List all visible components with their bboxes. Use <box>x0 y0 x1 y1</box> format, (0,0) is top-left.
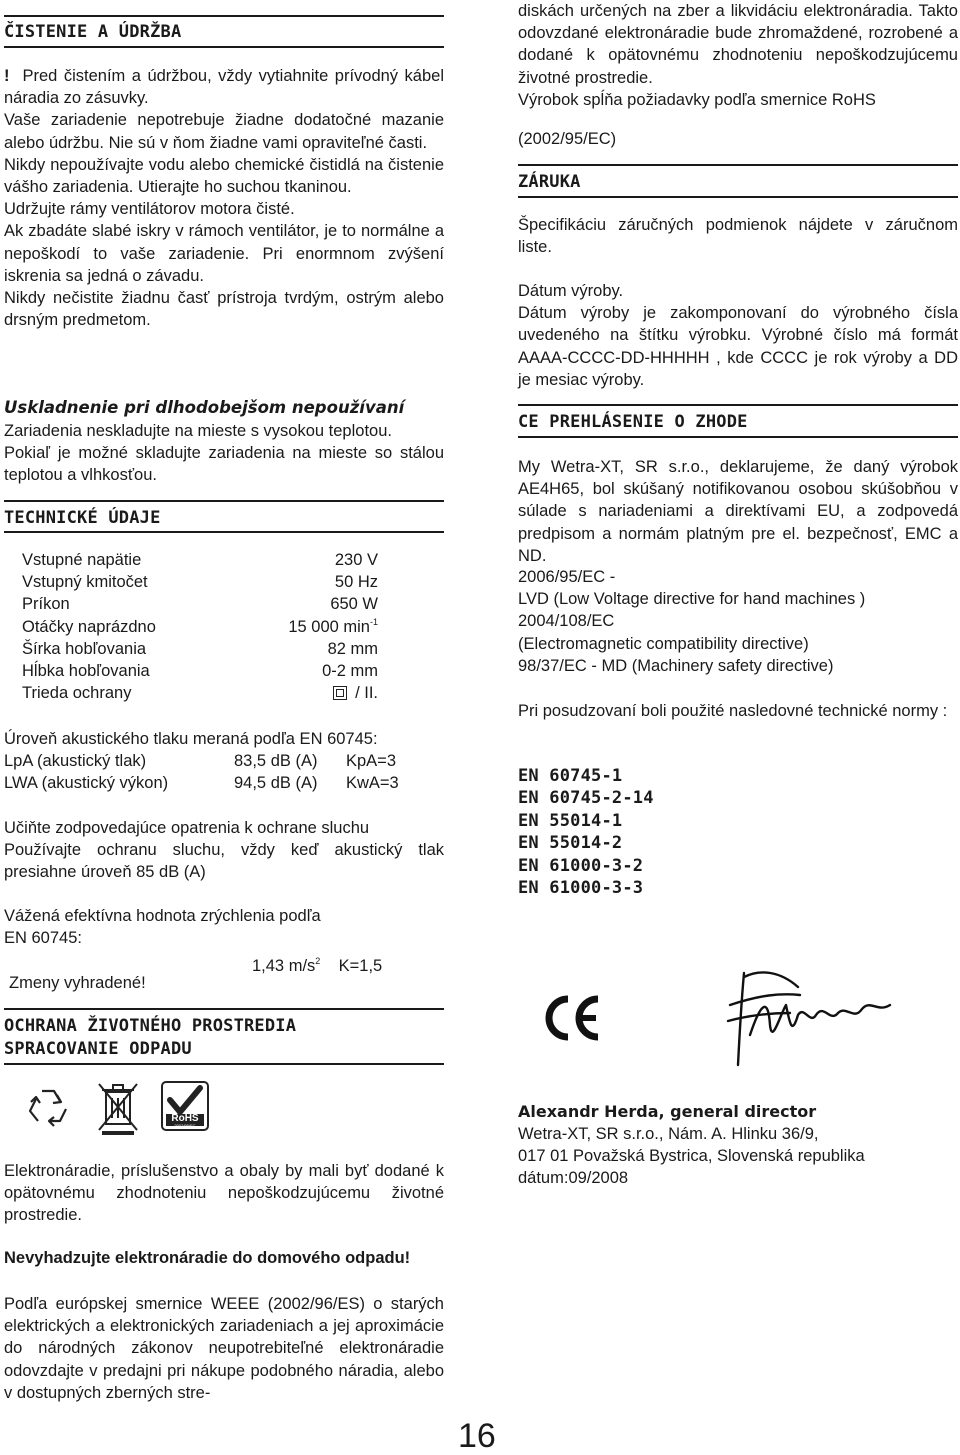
spec-row <box>22 660 378 682</box>
noise-value: 94,5 dB (A) <box>234 774 318 793</box>
ce-declaration: My Wetra-XT, SR s.r.o., deklarujeme, že daný výrobok AE4H65, bol skúšaný notifikovanou osobou skúšobňou v súlade s nariadeniami a direktívami EU, a zodpovedá predpisom a normám platným pre el. bezpečnosť, EMC a ND. <box>518 458 958 565</box>
norm-item: EN 55014-1 <box>518 810 623 831</box>
signer-name: Alexandr Herda, general director <box>518 1102 817 1121</box>
ce-norms-intro: Pri posudzovaní boli použité nasledovné technické normy : <box>518 702 948 720</box>
cleaning-p1: Vaše zariadenie nepotrebuje žiadne dodatočné mazanie alebo údržbu. Nie sú v ňom žiadne vami opraviteľné časti. <box>4 111 444 152</box>
warning-mark: ! <box>4 67 10 85</box>
recycle-icon <box>24 1085 72 1131</box>
vibration-text <box>4 905 444 949</box>
spec-row <box>22 683 378 705</box>
warranty-p1: Špecifikáciu záručných podmienok nájdete v záručnom liste. <box>518 216 958 257</box>
directive-line: 98/37/EC - MD (Machinery safety directive) <box>518 656 834 675</box>
spec-row <box>22 594 378 616</box>
rohs-label: RoHS <box>171 1113 199 1124</box>
directive-line: (Electromagnetic compatibility directive) <box>518 634 809 653</box>
changes-note: Zmeny vyhradené! <box>9 974 146 992</box>
norm-item: EN 60745-2-14 <box>518 788 654 809</box>
vibration-value <box>252 950 382 977</box>
ce-directives <box>518 566 958 677</box>
cleaning-p5: Nikdy nečistite žiadnu časť prístroja tvrdým, ostrým alebo drsným predmetom. <box>4 289 444 330</box>
hearing-p2: Používajte ochranu sluchu, vždy keď akustický tlak presiahne úroveň 85 dB (A) <box>4 841 444 882</box>
rohs-line-2: (2002/95/EC) <box>518 130 617 148</box>
tech-title-rule <box>4 531 444 533</box>
env-bold-warning: Nevyhadzujte elektronáradie do domového odpadu! <box>4 1249 411 1267</box>
storage-text <box>4 420 444 487</box>
env-top-rule <box>4 1008 444 1010</box>
warranty-title: ZÁRUKA <box>518 172 581 192</box>
signature-image <box>720 965 900 1075</box>
norm-item: EN 61000-3-3 <box>518 878 644 899</box>
top-rule-left <box>4 15 444 17</box>
spec-label: Príkon <box>22 595 70 614</box>
spec-value: 82 mm <box>327 639 378 658</box>
cleaning-title-rule <box>4 46 444 48</box>
vibration-p1: Vážená efektívna hodnota zrýchlenia podľa <box>4 907 321 925</box>
spec-row <box>22 571 378 593</box>
address-line-1: Wetra-XT, SR s.r.o., Nám. A. Hlinku 36/9, <box>518 1125 819 1143</box>
crossed-bin-icon <box>96 1080 140 1136</box>
directive-line: LVD (Low Voltage directive for hand machines ) <box>518 590 866 609</box>
spec-value: 0-2 mm <box>322 662 378 681</box>
spec-label: Otáčky naprázdno <box>22 617 156 636</box>
storage-p2: Pokiaľ je možné skladujte zariadenia na mieste so stálou teplotou a vlhkosťou. <box>4 444 444 485</box>
env-title-1: OCHRANA ŽIVOTNÉHO PROSTREDIA <box>4 1016 297 1036</box>
ce-top-rule <box>518 404 958 406</box>
warning-paragraph <box>4 65 444 109</box>
page-number: 16 <box>458 1417 496 1455</box>
warranty-p3: Dátum výroby je zakomponovaní do výrobného čísla uvedeného na štítku výrobku. Výrobné číslo má formát AAAA-CCCC-DD-HHHHH , kde CCCC je rok výroby a DD je mesiac výroby. <box>518 304 958 389</box>
spec-label: Šírka hobľovania <box>22 639 147 658</box>
rohs-line-1: Výrobok spĺňa požiadavky podľa smernice RoHS <box>518 91 876 109</box>
vibration-k: K=1,5 <box>338 957 383 975</box>
storage-p1: Zariadenia neskladujte na mieste s vysokou teplotou. <box>4 422 392 440</box>
spec-value: 50 Hz <box>334 572 378 591</box>
ce-title: CE PREHLÁSENIE O ZHODE <box>518 412 748 432</box>
ce-title-rule <box>518 436 958 438</box>
hearing-p1: Učiňte zodpovedajúce opatrenia k ochrane sluchu <box>4 819 370 837</box>
spec-label: Hĺbka hobľovania <box>22 662 150 681</box>
hearing-text <box>4 817 444 884</box>
spec-row <box>22 638 378 660</box>
noise-k: KwA=3 <box>346 774 399 793</box>
env-p2: Podľa európskej smernice WEEE (2002/96/ES) o starých elektrických a elektronických zariadeniach a jej aproximácie do národných zákonov neupotrebiteľné elektronáradie odovzdajte v predajni pri nákupe podobného náradia, alebo v dostupných zberných stre- <box>4 1295 444 1402</box>
spec-value: 650 W <box>330 595 378 614</box>
rohs-sublabel: 2002/95/EC <box>174 1123 196 1128</box>
spec-row <box>22 616 378 638</box>
spec-value: 15 000 $\min^{-1}$ <box>288 617 378 637</box>
env-p1: Elektronáradie, príslušenstvo a obaly by mali byť dodané k opätovnému zhodnoteniu nepoškodzujúcemu životné prostredie. <box>4 1162 444 1225</box>
directive-line: 2004/108/EC <box>518 612 615 631</box>
noise-title: Úroveň akustického tlaku meraná podľa EN 60745: <box>4 730 378 748</box>
ce-mark-icon <box>542 993 602 1043</box>
cleaning-p3: Udržujte rámy ventilátorov motora čisté. <box>4 200 295 219</box>
noise-row <box>4 750 444 772</box>
env-title-2: SPRACOVANIE ODPADU <box>4 1039 192 1059</box>
env-title-rule <box>4 1063 444 1065</box>
vibration-p2: EN 60745: <box>4 929 82 948</box>
tech-title: TECHNICKÉ ÚDAJE <box>4 508 161 528</box>
spec-label: Vstupný kmitočet <box>22 572 148 591</box>
noise-label: LWA (akustický výkon) <box>4 774 169 793</box>
vibration-sup: 2 <box>315 956 321 966</box>
noise-row <box>4 772 444 794</box>
signature-date: dátum:09/2008 <box>518 1169 629 1188</box>
spec-value: 230 V <box>334 550 378 569</box>
vibration-number: 1,43 m/s <box>252 957 316 975</box>
rohs-icon <box>160 1080 210 1132</box>
right-continuation: diskách určených na zber a likvidáciu elektronáradia. Takto odovzdané elektronáradie bude zhromaždené, rozrobené a dodané k opätovnému zhodnoteniu nepoškodzujúcemu životné prostredie. <box>518 2 958 87</box>
noise-k: KpA=3 <box>346 752 396 770</box>
noise-value: 83,5 dB (A) <box>234 752 318 770</box>
norm-item: EN 60745-1 <box>518 766 623 786</box>
tech-top-rule <box>4 500 444 502</box>
cleaning-p2: Nikdy nepoužívajte vodu alebo chemické čistidlá na čistenie vášho zariadenia. Utierajte ho suchou tkaninou. <box>4 155 444 197</box>
cleaning-title: ČISTENIE A ÚDRŽBA <box>4 22 182 42</box>
warranty-top-rule <box>518 164 958 166</box>
warranty-p2: Dátum výroby. <box>518 282 624 300</box>
spec-label: Trieda ochrany <box>22 684 132 703</box>
warning-text: Pred čistením a údržbou, vždy vytiahnite prívodný kábel náradia zo zásuvky. <box>4 67 444 108</box>
warranty-title-rule <box>518 196 958 198</box>
signer-address <box>518 1123 865 1190</box>
norm-item: EN 55014-2 <box>518 833 623 854</box>
spec-row <box>22 549 378 571</box>
env-title <box>4 1015 296 1061</box>
spec-value: / II. <box>235 683 378 705</box>
address-line-2: 017 01 Považská Bystrica, Slovenská republika <box>518 1147 865 1166</box>
norms-list <box>518 765 654 899</box>
noise-label: LpA (akustický tlak) <box>4 752 147 770</box>
spec-label: Vstupné napätie <box>22 550 142 569</box>
directive-line: 2006/95/EC - <box>518 568 616 586</box>
specs-table <box>22 549 378 705</box>
double-insulation-icon <box>333 686 347 700</box>
storage-title: Uskladnenie pri dlhodobejšom nepoužívaní <box>4 398 405 417</box>
cleaning-text <box>4 65 444 331</box>
noise-rows <box>4 750 444 794</box>
warranty-text <box>518 280 958 391</box>
norm-item: EN 61000-3-2 <box>518 855 644 876</box>
cleaning-p4: Ak zbadáte slabé iskry v rámoch ventilátor, je to normálne a nepoškodí to vaše zariadenie. Pri enormnom zvýšení iskrenia sa jedná o závadu. <box>4 222 444 285</box>
